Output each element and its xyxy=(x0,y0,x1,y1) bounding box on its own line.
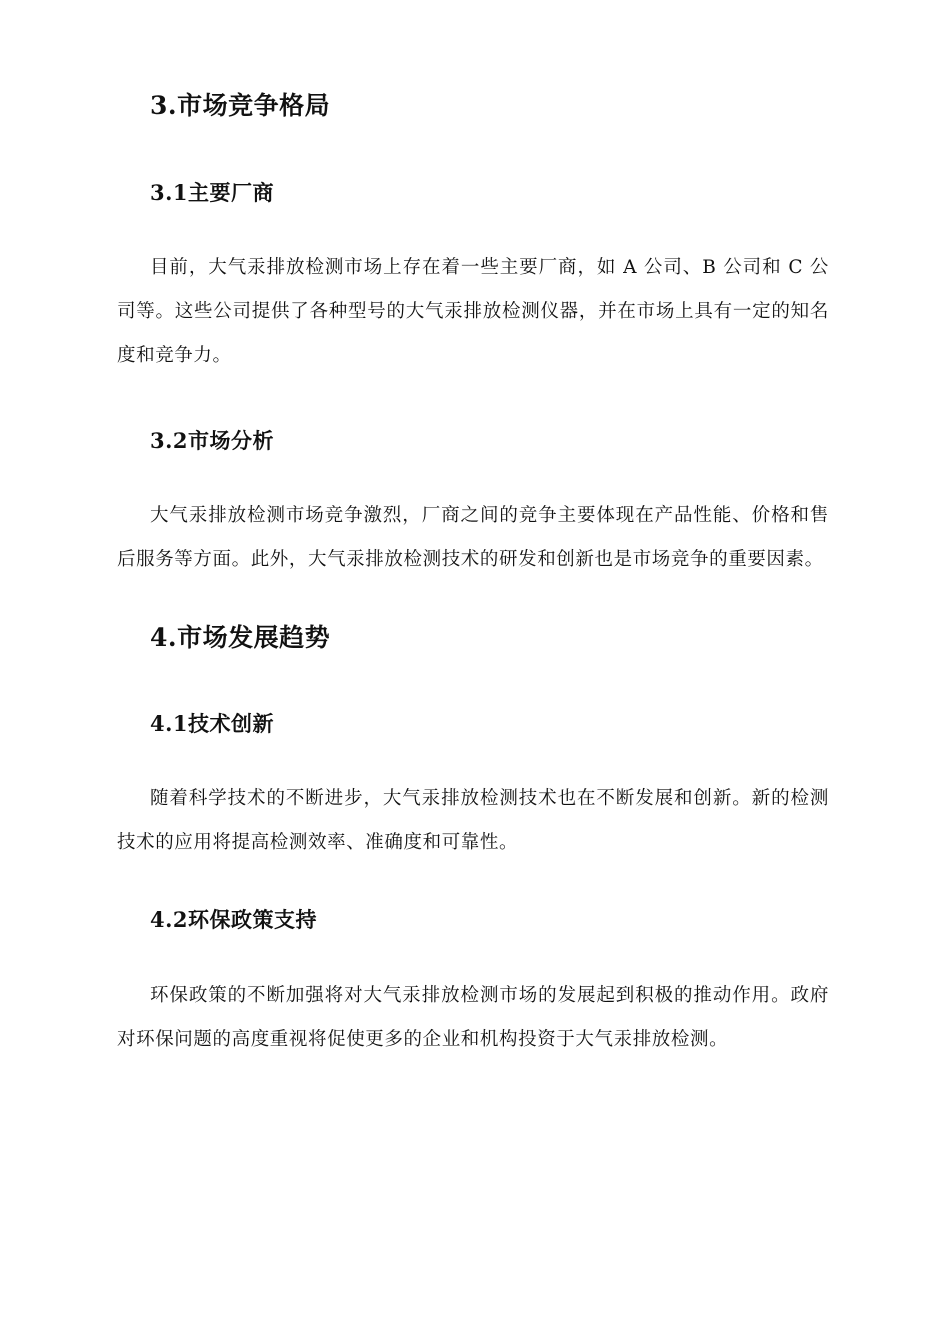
section-3-heading: 3.市场竞争格局 xyxy=(150,91,331,120)
subsection-3-1-heading: 3.1主要厂商 xyxy=(150,180,275,205)
subsection-3-2-paragraph: 大气汞排放检测市场竞争激烈，厂商之间的竞争主要体现在产品性能、价格和售后服务等方面。此外，大气汞排放检测技术的研发和创新也是市场竞争的重要因素。 xyxy=(117,505,829,570)
section-4-heading: 4.市场发展趋势 xyxy=(150,623,331,652)
subsection-4-2-paragraph: 环保政策的不断加强将对大气汞排放检测市场的发展起到积极的推动作用。政府对环保问题的高度重视将促使更多的企业和机构投资于大气汞排放检测。 xyxy=(117,985,829,1050)
subsection-3-2-heading: 3.2市场分析 xyxy=(150,428,275,453)
subsection-4-1-heading: 4.1技术创新 xyxy=(150,711,275,736)
subsection-4-1-paragraph: 随着科学技术的不断进步，大气汞排放检测技术也在不断发展和创新。新的检测技术的应用将提高检测效率、准确度和可靠性。 xyxy=(117,788,829,853)
subsection-4-2-heading: 4.2环保政策支持 xyxy=(150,907,318,932)
subsection-3-1-paragraph: 目前，大气汞排放检测市场上存在着一些主要厂商，如 A 公司、B 公司和 C 公司等。这些公司提供了各种型号的大气汞排放检测仪器，并在市场上具有一定的知名度和竞争力。 xyxy=(117,257,829,366)
